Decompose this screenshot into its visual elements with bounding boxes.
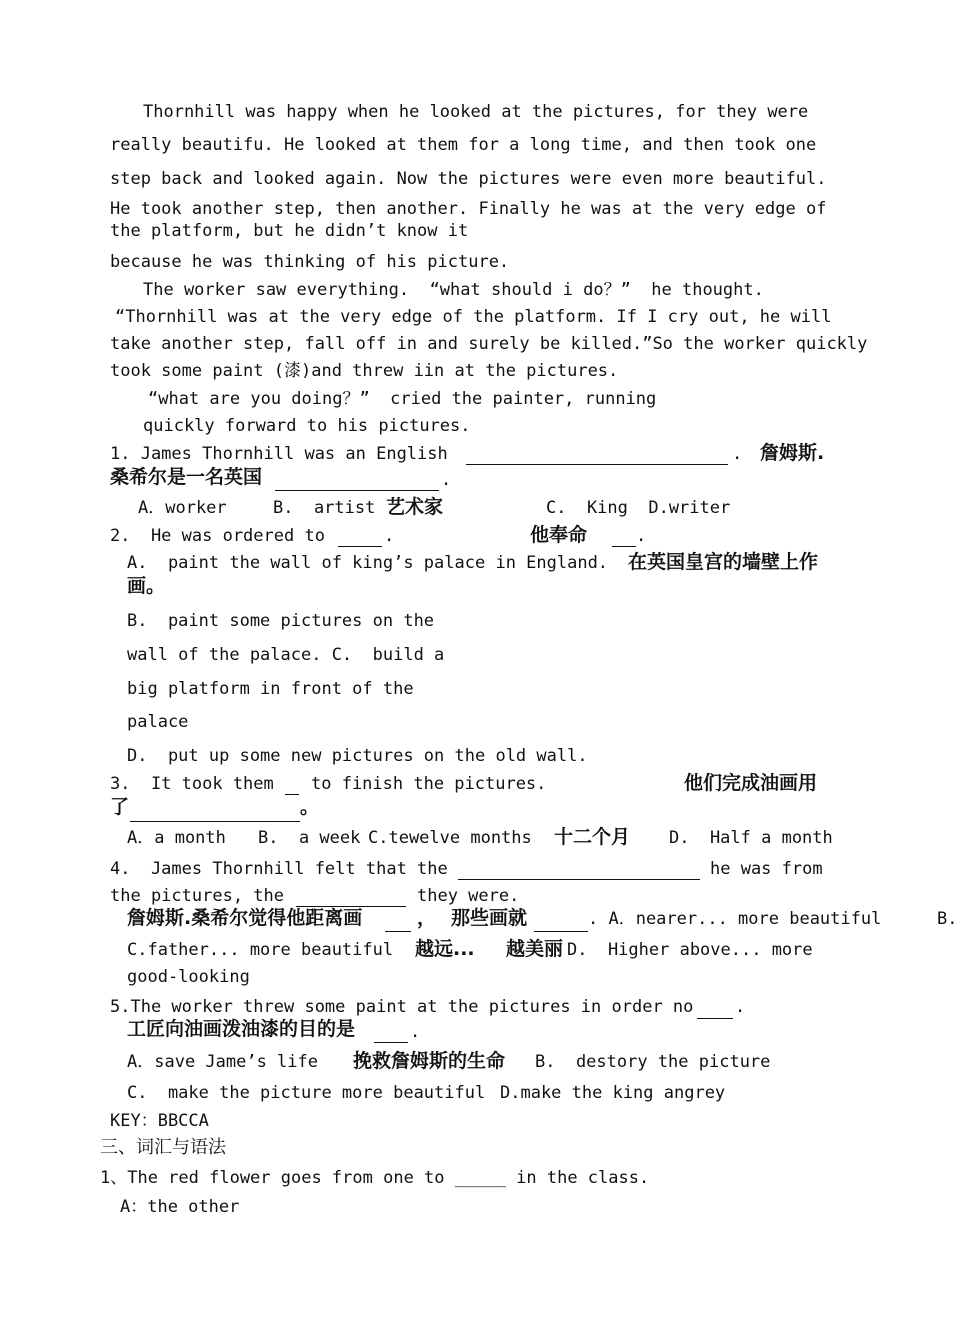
q3-option-a: A．a month xyxy=(127,828,226,848)
q4-option-c: C.father... more beautiful xyxy=(127,940,394,960)
q1-stem: 1. James Thornhill was an English xyxy=(110,444,448,464)
q5-option-c: C. make the picture more beautiful xyxy=(127,1083,486,1103)
q4-comma: ， xyxy=(417,907,437,929)
q2-option-a-cn-1: 在英国皇宫的墙壁上作 xyxy=(628,551,819,573)
q1-option-b: B. artist xyxy=(273,498,376,518)
passage-p2-line4: took some paint (漆)and threw iin at the pictures. xyxy=(110,361,619,381)
q1-blank-2 xyxy=(275,490,439,491)
passage-p1-line2: really beautifu. He looked at them for a long time, and then took one xyxy=(110,135,817,155)
q3-option-c-cn: 十二个月 xyxy=(554,826,631,848)
section3-q1: 1、The red flower goes from one to _____ in the class. xyxy=(100,1168,650,1188)
q5-option-a: A．save Jame’s life xyxy=(127,1052,318,1072)
q1-option-b-cn: 艺术家 xyxy=(386,496,444,518)
q5-blank-2 xyxy=(374,1042,408,1043)
q2-option-c-line2: palace xyxy=(127,712,189,732)
q3-cn-1: 他们完成油画用 xyxy=(684,772,818,794)
q2-option-d: D. put up some new pictures on the old wall. xyxy=(127,746,588,766)
q2-option-a-cn-2: 画。 xyxy=(127,575,166,597)
answer-key: KEY：BBCCA xyxy=(110,1111,209,1131)
q4-cn-2: 那些画就 xyxy=(451,907,528,929)
q2-option-b-line2: wall of the palace. C. build a xyxy=(127,645,445,665)
passage-p3-line2: quickly forward to his pictures. xyxy=(143,416,471,436)
q4-option-a: . A．nearer... more beautiful xyxy=(588,909,882,929)
q4-blank-4 xyxy=(534,931,588,932)
section3-title: 三、词汇与语法 xyxy=(100,1137,226,1158)
q4-cn-4: 越美丽 xyxy=(506,938,564,960)
q4-cn-3: 越远... xyxy=(415,938,475,960)
q2-dot-2: . xyxy=(636,526,647,546)
passage-p1-line5: the platform, but he didn’t know it xyxy=(110,221,469,241)
q1-dot-2: . xyxy=(441,470,452,490)
section3-q1-option-a: A：the other xyxy=(120,1197,240,1217)
q3-cn-2: 了 xyxy=(110,796,130,818)
q4-stem-b: he was from xyxy=(710,859,823,879)
q5-stem: 5.The worker threw some paint at the pictures in order no xyxy=(110,997,694,1017)
passage-p1-line6: because he was thinking of his picture. xyxy=(110,252,510,272)
q4-stem-a: 4. James Thornhill felt that the xyxy=(110,859,448,879)
q2-dot: . xyxy=(384,526,395,546)
q1-option-a: A．worker xyxy=(138,498,227,518)
q4-option-d-a: D. Higher above... more xyxy=(567,940,813,960)
q5-dot-2: . xyxy=(410,1022,421,1042)
q3-blank-2 xyxy=(130,821,300,822)
passage-p3-line1: “what are you doing？” cried the painter, running xyxy=(148,389,657,409)
q1-dot: . xyxy=(732,444,743,464)
q4-cn-1: 詹姆斯.桑希尔觉得他距离画 xyxy=(127,907,363,929)
q3-dot: 。 xyxy=(300,796,320,818)
q2-option-c-line1: big platform in front of the xyxy=(127,679,414,699)
q5-cn: 工匠向油画泼油漆的目的是 xyxy=(127,1018,356,1040)
q3-option-c: C.tewelve months xyxy=(368,828,532,848)
q1-blank xyxy=(466,464,728,465)
q2-option-b-line1: B. paint some pictures on the xyxy=(127,611,435,631)
q5-dot: . xyxy=(735,997,746,1017)
q3-blank xyxy=(285,794,299,795)
q4-stem-d: they were. xyxy=(417,886,520,906)
q4-option-d-b: good-looking xyxy=(127,967,250,987)
q2-stem: 2. He was ordered to xyxy=(110,526,325,546)
passage-p1-line1: Thornhill was happy when he looked at the pictures, for they were xyxy=(143,102,809,122)
q3-stem-b: to finish the pictures. xyxy=(311,774,547,794)
q1-cn-2: 桑希尔是一名英国 xyxy=(110,466,263,488)
q2-blank-2 xyxy=(612,546,636,547)
passage-p2-line2: “Thornhill was at the very edge of the platform. If I cry out, he will xyxy=(115,307,832,327)
q3-stem-a: 3. It took them xyxy=(110,774,274,794)
q4-blank xyxy=(458,879,700,880)
q5-option-b: B. destory the picture xyxy=(535,1052,771,1072)
passage-p2-line1: The worker saw everything. “what should i do？” he thought. xyxy=(143,280,764,300)
q2-cn: 他奉命 xyxy=(530,524,588,546)
passage-p2-line3: take another step, fall off in and surely be killed.”So the worker quickly xyxy=(110,334,868,354)
q3-option-d: D. Half a month xyxy=(669,828,833,848)
q2-blank xyxy=(338,546,382,547)
q1-cn-1: 詹姆斯. xyxy=(760,442,825,464)
q4-option-b-letter: B. xyxy=(937,909,957,929)
passage-p1-line3: step back and looked again. Now the pictures were even more beautiful. xyxy=(110,169,827,189)
q4-stem-c: the pictures, the xyxy=(110,886,284,906)
q4-blank-3 xyxy=(385,931,411,932)
q2-option-a: A. paint the wall of king’s palace in England. xyxy=(127,553,609,573)
q5-option-a-cn: 挽救詹姆斯的生命 xyxy=(353,1050,506,1072)
q3-option-b: B. a week xyxy=(258,828,361,848)
q1-option-cd: C. King D.writer xyxy=(546,498,731,518)
q5-option-d: D.make the king angrey xyxy=(500,1083,726,1103)
q5-blank xyxy=(697,1018,733,1019)
passage-p1-line4: He took another step, then another. Finally he was at the very edge of xyxy=(110,199,827,219)
